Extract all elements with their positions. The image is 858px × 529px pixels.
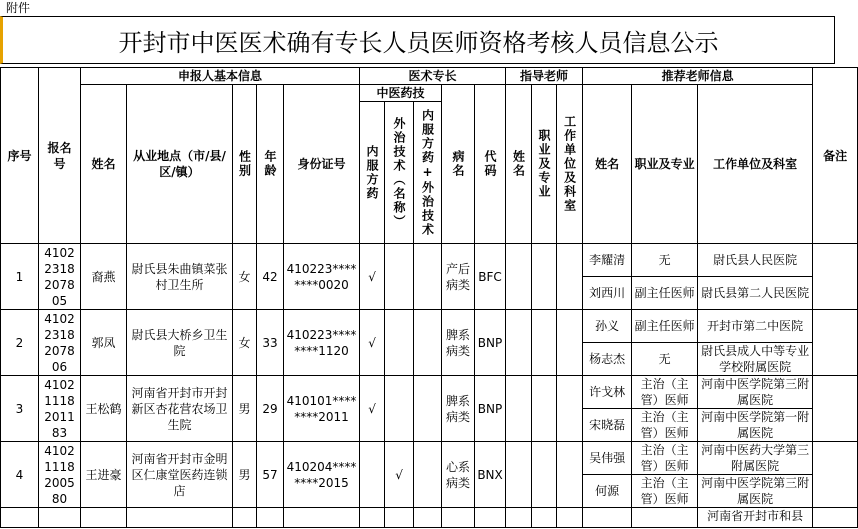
cell-external	[385, 244, 414, 310]
cell-guide-unit	[557, 310, 583, 376]
cell-seq: 2	[1, 310, 39, 376]
cell-both	[414, 376, 442, 442]
cell-location	[127, 508, 233, 528]
cell-id-no: 410223********1120	[284, 310, 360, 376]
header-location: 从业地点（市/县/区/镇）	[127, 85, 233, 244]
group-tcm-skill: 中医药技	[360, 85, 442, 102]
cell-rec-name	[583, 508, 632, 528]
cell-code	[475, 508, 506, 528]
cell-id-no: 410223********0020	[284, 244, 360, 310]
cell-guide-unit	[557, 244, 583, 310]
cell-external: √	[385, 442, 414, 508]
cell-rec-unit: 河南中医药大学第三附属医院	[698, 442, 813, 475]
cell-rec-unit: 河南中医学院第一附属医院	[698, 409, 813, 442]
group-recommend-teacher: 推荐老师信息	[583, 68, 813, 85]
cell-rec-unit: 开封市第二中医院	[698, 310, 813, 343]
cell-disease	[442, 508, 475, 528]
cell-reg-no: 41021118201183	[39, 376, 81, 442]
cell-rec-title: 副主任医师	[632, 277, 698, 310]
cell-rec-name: 何源	[583, 475, 632, 508]
cell-gender	[233, 508, 257, 528]
header-rec-title: 职业及专业	[632, 85, 698, 244]
cell-disease: 心系病类	[442, 442, 475, 508]
header-age: 年龄	[257, 85, 284, 244]
cell-disease: 脾系病类	[442, 310, 475, 376]
cell-name: 王松鹤	[81, 376, 127, 442]
cell-age: 29	[257, 376, 284, 442]
cell-code: BNX	[475, 442, 506, 508]
cell-guide-name	[506, 376, 532, 442]
header-rec-unit: 工作单位及科室	[698, 85, 813, 244]
cell-guide-title	[532, 310, 557, 376]
header-id-no: 身份证号	[284, 85, 360, 244]
cell-external	[385, 376, 414, 442]
cell-rec-unit: 河南中医学院第三附属医院	[698, 376, 813, 409]
cell-location: 河南省开封市开封新区杏花营农场卫生院	[127, 376, 233, 442]
cell-rec-title: 主治（主管）医师	[632, 376, 698, 409]
cell-gender: 男	[233, 376, 257, 442]
cell-id-no	[284, 508, 360, 528]
group-basic-info: 申报人基本信息	[81, 68, 360, 85]
cell-seq: 1	[1, 244, 39, 310]
cell-internal	[360, 508, 385, 528]
cell-guide-title	[532, 442, 557, 508]
cell-seq	[1, 508, 39, 528]
cell-reg-no: 41022318207805	[39, 244, 81, 310]
cell-code: BNP	[475, 376, 506, 442]
cell-both	[414, 310, 442, 376]
cell-rec-title: 无	[632, 343, 698, 376]
cell-age: 57	[257, 442, 284, 508]
cell-rec-unit: 尉氏县人民医院	[698, 244, 813, 277]
cell-rec-unit: 尉氏县成人中等专业学校附属医院	[698, 343, 813, 376]
cell-age: 42	[257, 244, 284, 310]
header-code: 代码	[475, 85, 506, 244]
cell-rec-title	[632, 508, 698, 528]
cell-note	[813, 442, 858, 508]
header-rec-name: 姓名	[583, 85, 632, 244]
cell-rec-name: 吴伟强	[583, 442, 632, 475]
cell-rec-title: 主治（主管）医师	[632, 409, 698, 442]
cell-reg-no	[39, 508, 81, 528]
cell-external	[385, 310, 414, 376]
cell-both	[414, 244, 442, 310]
cell-name: 郭凤	[81, 310, 127, 376]
cell-rec-unit: 河南中医学院第三附属医院	[698, 475, 813, 508]
header-gender: 性别	[233, 85, 257, 244]
cell-guide-name	[506, 442, 532, 508]
cell-note	[813, 376, 858, 442]
header-both: 内服方药+外治技术	[414, 102, 442, 244]
cell-code: BNP	[475, 310, 506, 376]
header-note: 备注	[813, 68, 858, 244]
cell-both	[414, 442, 442, 508]
cell-id-no: 410101********2011	[284, 376, 360, 442]
cell-internal: √	[360, 310, 385, 376]
cell-rec-name: 许戈林	[583, 376, 632, 409]
info-table	[0, 67, 858, 528]
header-external: 外治技术（名称）	[385, 102, 414, 244]
appendix-label: 附件	[6, 1, 31, 15]
cell-guide-name	[506, 310, 532, 376]
cell-note	[813, 508, 858, 528]
header-reg-no: 报名号	[39, 68, 81, 244]
cell-rec-name: 刘西川	[583, 277, 632, 310]
cell-both	[414, 508, 442, 528]
cell-guide-unit	[557, 442, 583, 508]
cell-rec-name: 孙义	[583, 310, 632, 343]
cell-rec-title: 无	[632, 244, 698, 277]
cell-guide-title	[532, 244, 557, 310]
cell-gender: 女	[233, 310, 257, 376]
cell-reg-no: 41022318207806	[39, 310, 81, 376]
cell-gender: 男	[233, 442, 257, 508]
cell-rec-name: 李耀清	[583, 244, 632, 277]
cell-rec-title: 副主任医师	[632, 310, 698, 343]
cell-seq: 4	[1, 442, 39, 508]
cell-rec-name: 杨志杰	[583, 343, 632, 376]
cell-gender: 女	[233, 244, 257, 310]
cell-internal: √	[360, 376, 385, 442]
cell-name: 王进豪	[81, 442, 127, 508]
cell-guide-name	[506, 244, 532, 310]
cell-note	[813, 244, 858, 310]
cell-guide-unit	[557, 508, 583, 528]
cell-seq: 3	[1, 376, 39, 442]
group-guide-teacher: 指导老师	[506, 68, 583, 85]
cell-name: 裔燕	[81, 244, 127, 310]
cell-code: BFC	[475, 244, 506, 310]
cell-location: 尉氏县朱曲镇菜张村卫生所	[127, 244, 233, 310]
cell-location: 河南省开封市金明区仁康堂医药连锁店	[127, 442, 233, 508]
cell-rec-title: 主治（主管）医师	[632, 442, 698, 475]
cell-internal: √	[360, 244, 385, 310]
header-guide-unit: 工作单位及科室	[557, 85, 583, 244]
header-internal: 内服方药	[360, 102, 385, 244]
cell-name	[81, 508, 127, 528]
cell-id-no: 410204********2015	[284, 442, 360, 508]
cell-disease: 产后病类	[442, 244, 475, 310]
header-seq: 序号	[1, 68, 39, 244]
cell-disease: 脾系病类	[442, 376, 475, 442]
cell-reg-no: 41021118200580	[39, 442, 81, 508]
cell-rec-unit: 河南省开封市和县	[698, 508, 813, 528]
cell-age	[257, 508, 284, 528]
cell-rec-title: 主治（主管）医师	[632, 475, 698, 508]
header-guide-title: 职业及专业	[532, 85, 557, 244]
cell-rec-name: 宋晓磊	[583, 409, 632, 442]
cell-note	[813, 310, 858, 376]
header-name: 姓名	[81, 85, 127, 244]
header-guide-name: 姓名	[506, 85, 532, 244]
cell-guide-title	[532, 376, 557, 442]
cell-rec-unit: 尉氏县第二人民医院	[698, 277, 813, 310]
cell-guide-title	[532, 508, 557, 528]
header-disease: 病名	[442, 85, 475, 244]
cell-location: 尉氏县大桥乡卫生院	[127, 310, 233, 376]
cell-external	[385, 508, 414, 528]
cell-internal	[360, 442, 385, 508]
group-medical-skill: 医术专长	[360, 68, 506, 85]
page-title: 开封市中医医术确有专长人员医师资格考核人员信息公示	[0, 16, 835, 64]
cell-guide-name	[506, 508, 532, 528]
cell-age: 33	[257, 310, 284, 376]
cell-guide-unit	[557, 376, 583, 442]
